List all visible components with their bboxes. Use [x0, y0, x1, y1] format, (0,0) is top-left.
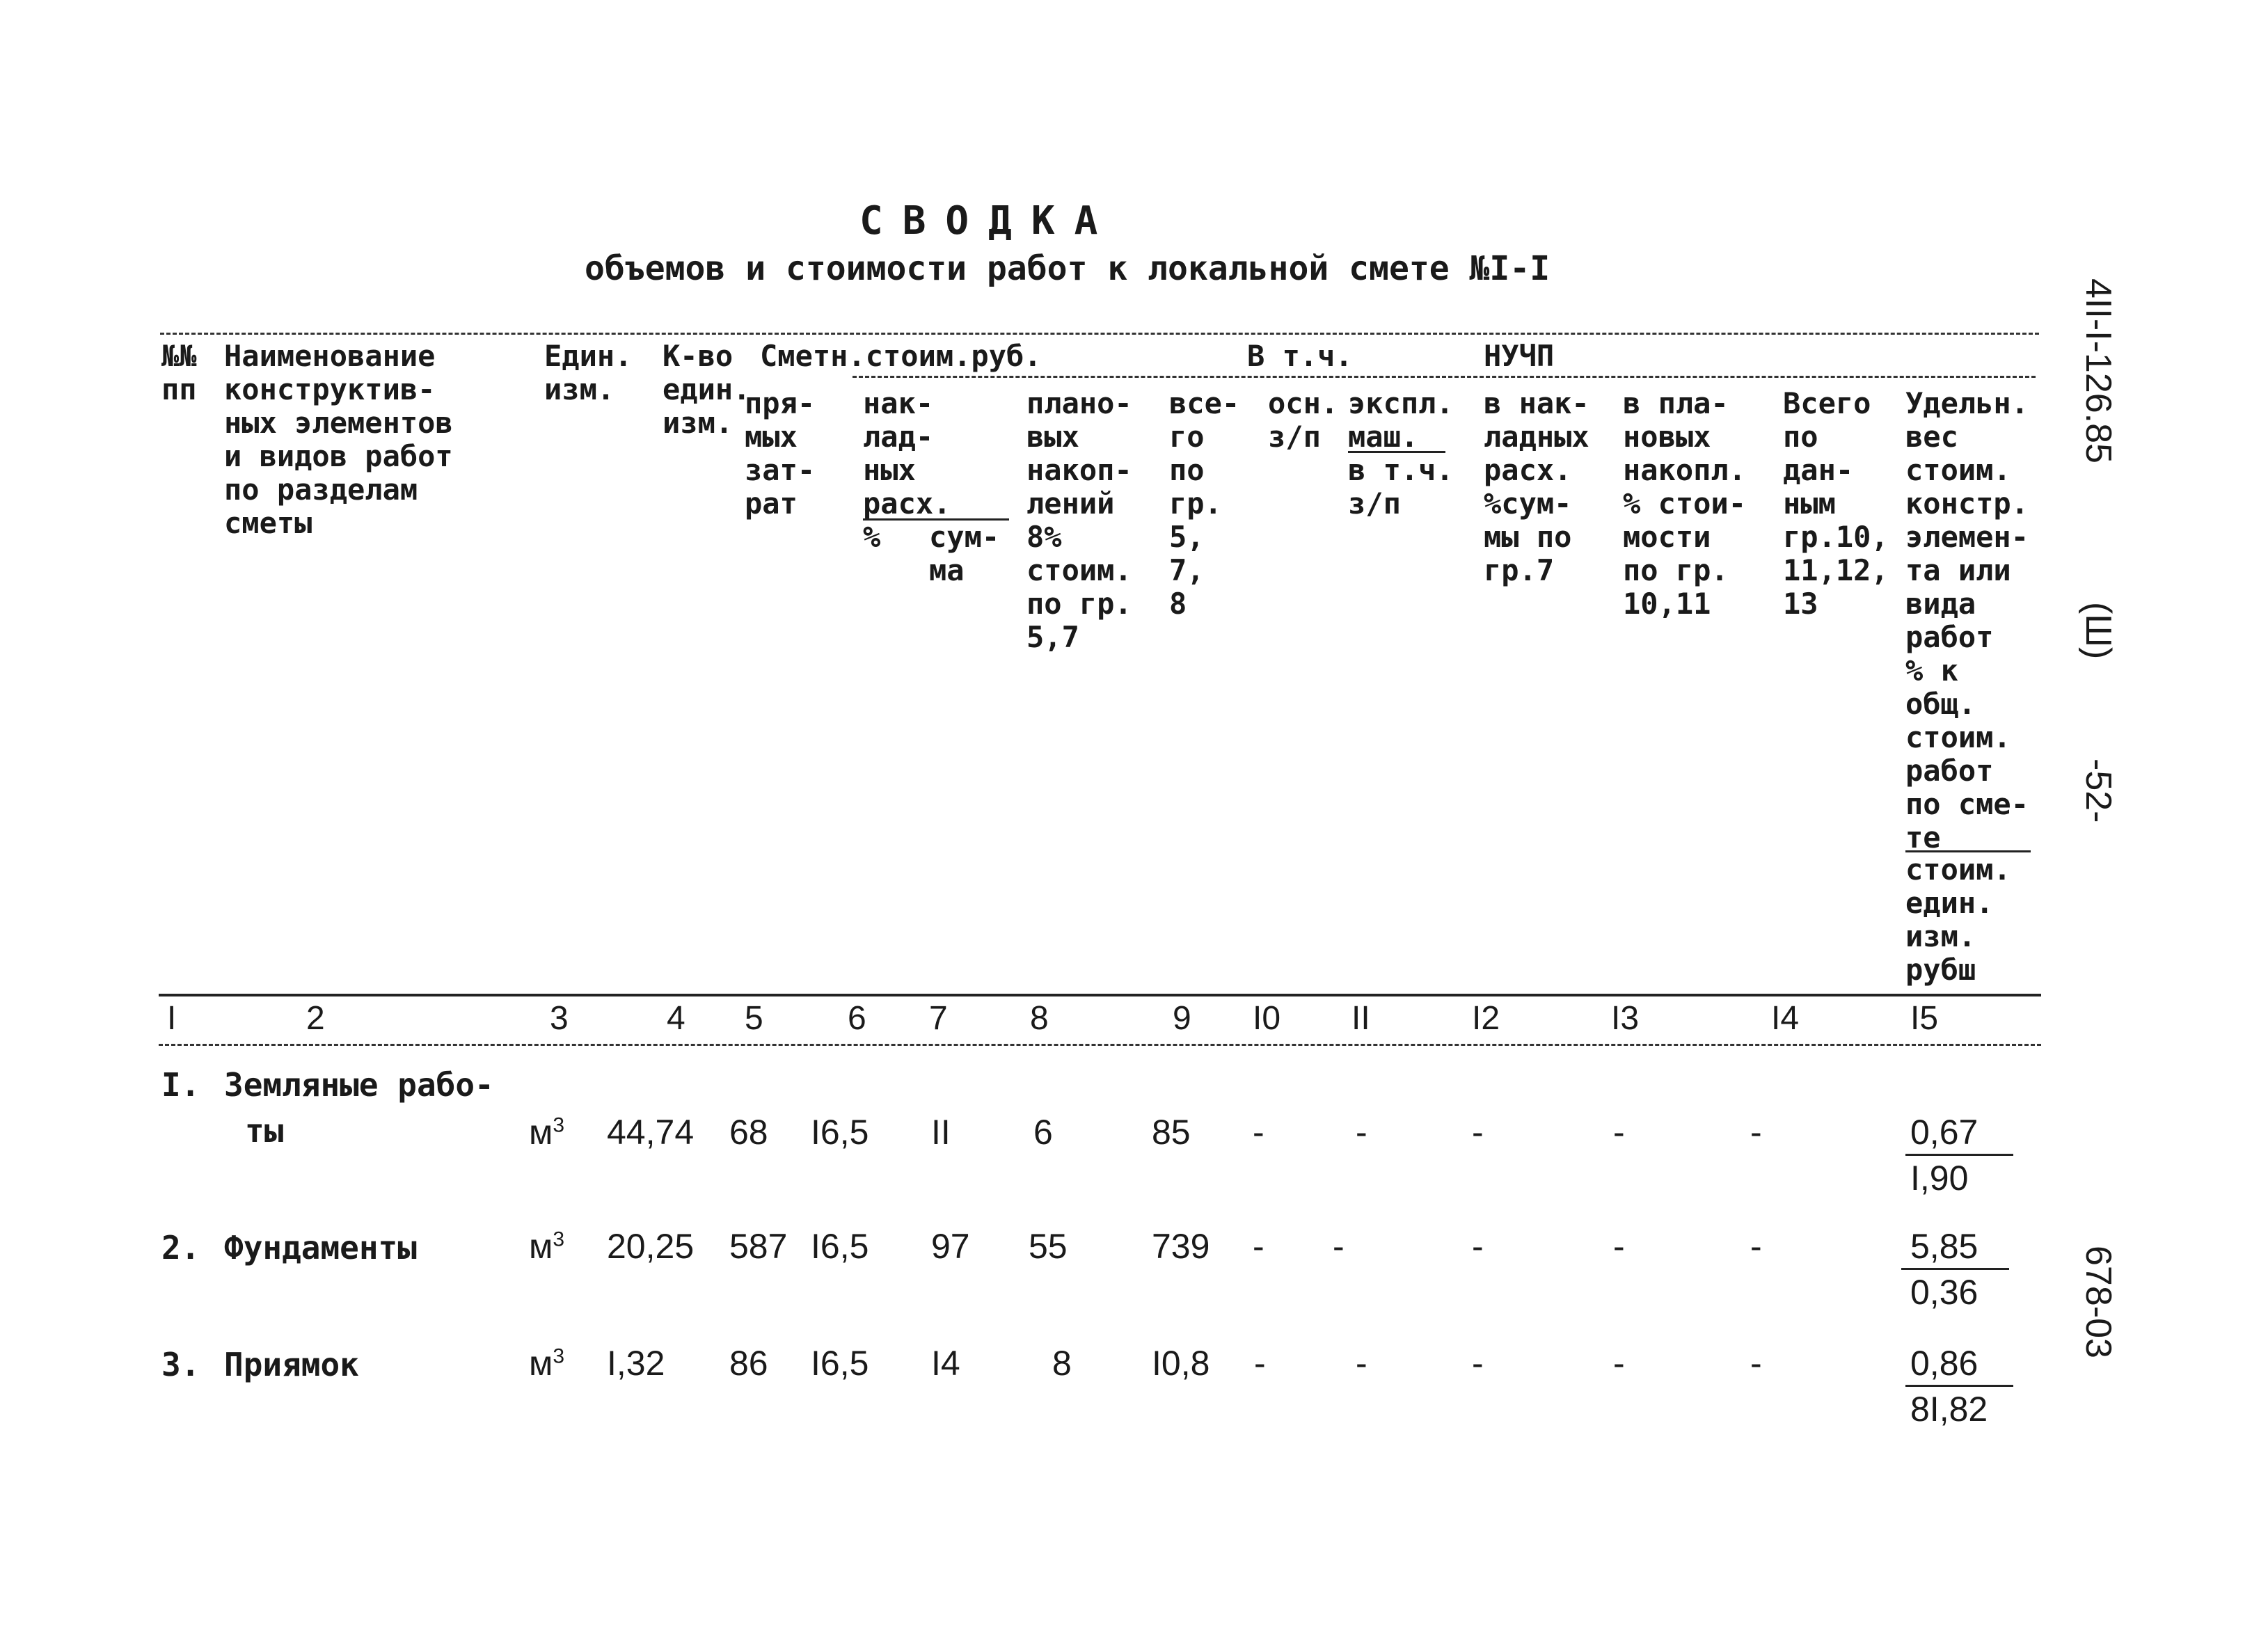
row-overhead-pct: I6,5 [811, 1344, 869, 1383]
header-col-direct: пря- мых зат- рат [745, 386, 816, 521]
row-total: I0,8 [1152, 1344, 1210, 1383]
row-share: 0,86 [1910, 1344, 1978, 1383]
header-group-including: В т.ч. [1247, 339, 1353, 373]
header-col-overhead-sum: сум- ма [929, 520, 1000, 587]
col-number-9: 9 [1173, 1000, 1191, 1037]
col-number-7: 7 [929, 1000, 948, 1037]
side-volume: (Ш) [2078, 602, 2118, 660]
row-overhead-pct: I6,5 [811, 1113, 869, 1152]
row-col13: - [1613, 1227, 1625, 1266]
row-name-cont: ты [245, 1112, 284, 1150]
row-number: 3. [161, 1346, 200, 1383]
row-col14: - [1750, 1344, 1762, 1383]
row-col10: - [1254, 1344, 1266, 1383]
col-number-1: I [167, 1000, 177, 1037]
row-unit-cost: I,90 [1910, 1159, 1969, 1198]
col-number-5: 5 [745, 1000, 763, 1037]
col-number-10: I0 [1253, 1000, 1281, 1037]
col-number-11: II [1351, 1000, 1370, 1037]
row-overhead-pct: I6,5 [811, 1227, 869, 1266]
header-col-share: Удельн. вес стоим. констр. элемен- та или вида работ % к общ. стоим. работ по сме- те [1905, 386, 2029, 855]
header-col-overhead: нак- лад- ных расх. [863, 386, 951, 521]
col-number-6: 6 [848, 1000, 866, 1037]
row-overhead-sum: II [931, 1113, 951, 1152]
row-col11: - [1356, 1113, 1367, 1152]
row-unit: $м^3$ [529, 1344, 565, 1383]
row-total: 739 [1152, 1227, 1210, 1266]
row-overhead-sum: I4 [931, 1344, 960, 1383]
row-name: Земляные рабо- [224, 1066, 494, 1104]
row-unit: $м^3$ [529, 1113, 565, 1152]
row-planned: 55 [1029, 1227, 1068, 1266]
col-number-8: 8 [1030, 1000, 1049, 1037]
header-col-planned: плано- вых накоп- лений 8% стоим. по гр. 5,7 [1026, 386, 1132, 654]
side-archive-number: 678-03 [2078, 1246, 2118, 1358]
row-overhead-sum: 97 [931, 1227, 970, 1266]
document-subtitle: объемов и стоимости работ к локальной смете №I-I [585, 249, 1551, 288]
row-planned: 6 [1033, 1113, 1053, 1152]
header-col-unit: Един. изм. [544, 339, 633, 406]
header-col-machine: экспл. маш. [1348, 386, 1454, 454]
col-number-3: 3 [550, 1000, 569, 1037]
header-col-name: Наименование конструктив- ных элементов и видов работ по разделам сметы [224, 339, 453, 540]
col-number-4: 4 [667, 1000, 685, 1037]
col-number-15: I5 [1910, 1000, 1939, 1037]
row-unit: $м^3$ [529, 1227, 565, 1266]
header-group-nuchp: НУЧП [1484, 339, 1555, 373]
document-title: СВОДКА [859, 198, 1118, 244]
col-number-2: 2 [306, 1000, 325, 1037]
header-sub-rule [853, 376, 2036, 378]
header-col-nuchp-planned: в пла- новых накопл. % стои- мости по гр. 10,11 [1623, 386, 1747, 621]
header-col-overhead-pct: % [863, 520, 881, 554]
row-col11: - [1333, 1227, 1345, 1266]
row-direct: 587 [729, 1227, 788, 1266]
row-total: 85 [1152, 1113, 1191, 1152]
header-bottom-rule [159, 994, 2041, 996]
row-col11: - [1356, 1344, 1367, 1383]
row-col14: - [1750, 1113, 1762, 1152]
row-name: Приямок [224, 1346, 359, 1383]
side-doc-code: 4II-I-126.85 [2078, 278, 2118, 463]
header-top-rule [160, 333, 2039, 335]
row-share-fraction-bar [1905, 1385, 2013, 1387]
row-planned: 8 [1052, 1344, 1072, 1383]
col-numbers-rule [159, 1044, 2041, 1046]
row-col10: - [1253, 1227, 1264, 1266]
row-share: 0,67 [1910, 1113, 1978, 1152]
row-col12: - [1472, 1113, 1484, 1152]
row-qty: I,32 [607, 1344, 665, 1383]
row-share: 5,85 [1910, 1227, 1978, 1266]
header-col-qty: един. изм. [663, 372, 751, 440]
col-number-12: I2 [1472, 1000, 1500, 1037]
header-col-qty-top: К-во [663, 339, 733, 373]
row-unit-cost: 0,36 [1910, 1273, 1978, 1312]
row-col12: - [1472, 1344, 1484, 1383]
row-col13: - [1613, 1344, 1625, 1383]
side-page-number: -52- [2078, 759, 2118, 823]
row-direct: 86 [729, 1344, 768, 1383]
header-group-cost: Сметн.стоим.руб. [760, 339, 1042, 373]
row-col13: - [1613, 1113, 1625, 1152]
row-qty: 44,74 [607, 1113, 695, 1152]
col-number-13: I3 [1611, 1000, 1640, 1037]
row-number: 2. [161, 1229, 200, 1266]
header-col-total: все- го по гр. 5, 7, 8 [1169, 386, 1240, 621]
row-direct: 68 [729, 1113, 768, 1152]
row-qty: 20,25 [607, 1227, 695, 1266]
header-col-nuchp-overhead: в нак- ладных расх. %сум- мы по гр.7 [1484, 386, 1589, 587]
header-col-number: №№ пп [161, 339, 197, 406]
row-name: Фундаменты [224, 1229, 417, 1266]
row-col14: - [1750, 1227, 1762, 1266]
row-unit-cost: 8I,82 [1910, 1390, 1988, 1429]
row-number: I. [161, 1066, 200, 1104]
col-number-14: I4 [1771, 1000, 1800, 1037]
header-col-machine-wage: в т.ч. з/п [1348, 453, 1454, 521]
row-share-fraction-bar [1901, 1268, 2009, 1270]
header-col-unit-cost: стоим. един. изм. рубш [1905, 852, 2011, 987]
header-col-nuchp-total: Всего по дан- ным гр.10, 11,12, 13 [1783, 386, 1889, 621]
header-col-base-wage: осн. з/п [1268, 386, 1339, 454]
row-col12: - [1472, 1227, 1484, 1266]
row-share-fraction-bar [1905, 1154, 2013, 1156]
row-col10: - [1253, 1113, 1264, 1152]
